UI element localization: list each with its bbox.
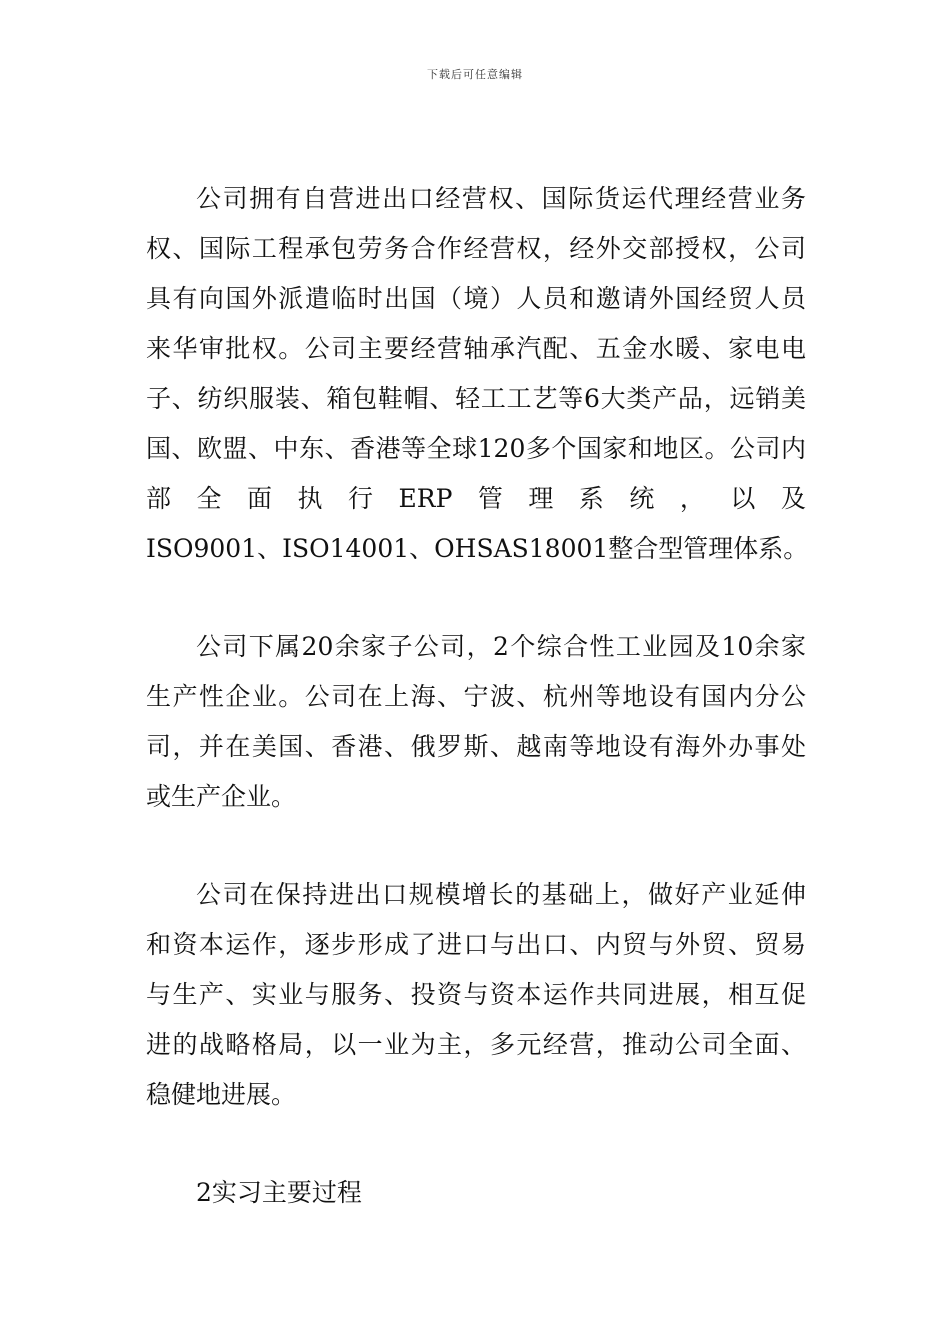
text-line: 与生产、实业与服务、投资与资本运作共同进展，相互促 [146, 980, 806, 1009]
text-line: ISO9001、ISO14001、OHSAS18001整合型管理体系。 [146, 534, 809, 563]
spread-token: 部 [146, 484, 172, 513]
spread-token: 管 [477, 484, 503, 513]
text-line: 国、欧盟、中东、香港等全球120多个国家和地区。公司内 [146, 434, 806, 463]
spread-token: 系 [578, 484, 604, 513]
text-line: 进的战略格局，以一业为主，多元经营，推动公司全面、 [146, 1030, 806, 1059]
text-line: 公司拥有自营进出口经营权、国际货运代理经营业务 [196, 184, 806, 213]
text-line: 或生产企业。 [146, 782, 297, 811]
spread-token: 行 [348, 484, 374, 513]
spread-token: 及 [780, 484, 806, 513]
text-line: 来华审批权。公司主要经营轴承汽配、五金水暖、家电电 [146, 334, 806, 363]
text-line: 子、纺织服装、箱包鞋帽、轻工工艺等6大类产品，远销美 [146, 384, 806, 413]
text-line: 公司在保持进出口规模增长的基础上，做好产业延伸 [196, 880, 806, 909]
spread-token: 以 [730, 484, 756, 513]
text-line: 司，并在美国、香港、俄罗斯、越南等地设有海外办事处 [146, 732, 806, 761]
text-line-spread [146, 484, 806, 514]
text-line: 权、国际工程承包劳务合作经营权，经外交部授权，公司 [146, 234, 806, 263]
spread-token: 理 [528, 484, 554, 513]
spread-token: 统 [629, 484, 655, 513]
text-line: 稳健地进展。 [146, 1080, 297, 1109]
text-line: 具有向国外派遣临时出国（境）人员和邀请外国经贸人员 [146, 284, 806, 313]
spread-token: ERP [398, 484, 453, 513]
spread-token: ， [679, 484, 705, 513]
spread-token: 面 [247, 484, 273, 513]
spread-token: 全 [196, 484, 222, 513]
text-line: 生产性企业。公司在上海、宁波、杭州等地设有国内分公 [146, 682, 806, 711]
section-heading: 2实习主要过程 [196, 1178, 362, 1207]
text-line: 和资本运作，逐步形成了进口与出口、内贸与外贸、贸易 [146, 930, 806, 959]
text-line: 公司下属20余家子公司，2个综合性工业园及10余家 [196, 632, 806, 661]
page-header: 下载后可任意编辑 [427, 68, 523, 81]
spread-token: 执 [297, 484, 323, 513]
